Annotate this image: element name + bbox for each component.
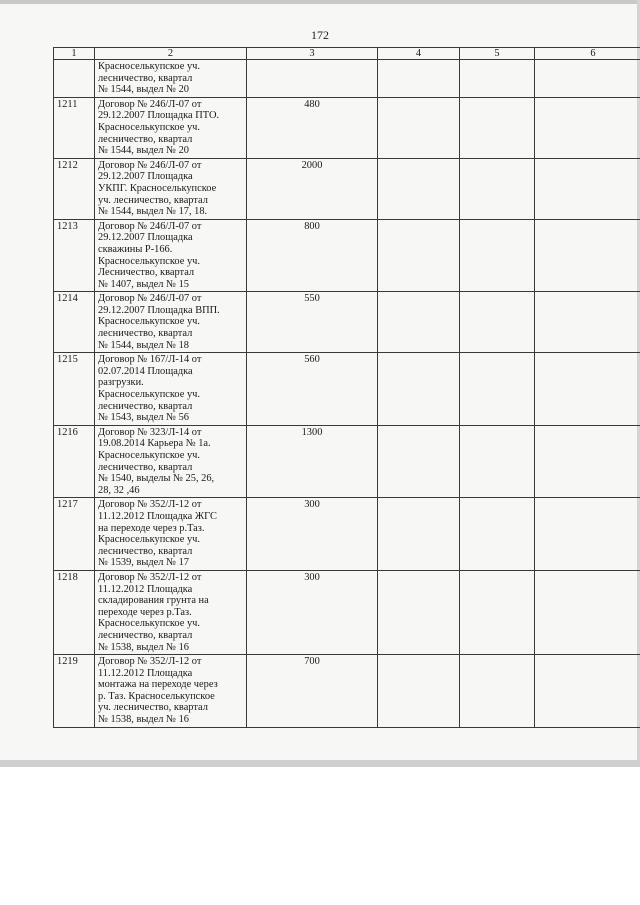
row-area: 480 [247, 97, 378, 158]
row-area: 1300 [247, 425, 378, 498]
row-col-6 [535, 97, 640, 158]
row-number [54, 60, 95, 98]
row-col-4 [378, 60, 460, 98]
table-body [54, 60, 640, 728]
row-col-5 [460, 158, 535, 219]
table-row [54, 158, 640, 219]
row-number: 1217 [54, 498, 95, 571]
row-description: Договор № 323/Л-14 от 19.08.2014 Карьера № 1а. Красноселькупское уч. лесничество, квартал № 1540, выделы № 25, 26, 28, 32 ,46 [95, 425, 247, 498]
row-area: 300 [247, 498, 378, 571]
row-description: Договор № 246/Л-07 от 29.12.2007 Площадка ПТО. Красноселькупское уч. лесничество, квартал № 1544, выдел № 20 [95, 97, 247, 158]
header-col-4: 4 [378, 48, 460, 60]
row-col-4 [378, 353, 460, 426]
row-number: 1219 [54, 655, 95, 728]
row-description: Договор № 246/Л-07 от 29.12.2007 Площадка скважины Р-166. Красноселькупское уч. Лесничество, квартал № 1407, выдел № 15 [95, 219, 247, 292]
row-col-5 [460, 353, 535, 426]
row-col-5 [460, 498, 535, 571]
row-area: 560 [247, 353, 378, 426]
table-header [54, 48, 640, 60]
row-number: 1216 [54, 425, 95, 498]
table-row [54, 425, 640, 498]
header-col-3: 3 [247, 48, 378, 60]
row-col-4 [378, 292, 460, 353]
row-col-5 [460, 655, 535, 728]
row-col-5 [460, 97, 535, 158]
row-description: Договор № 167/Л-14 от 02.07.2014 Площадка разгрузки. Красноселькупское уч. лесничество, квартал № 1543, выдел № 56 [95, 353, 247, 426]
row-col-5 [460, 292, 535, 353]
header-col-5: 5 [460, 48, 535, 60]
table-row [54, 97, 640, 158]
row-description: Договор № 352/Л-12 от 11.12.2012 Площадка монтажа на переходе через р. Таз. Красноселькупское уч. лесничество, квартал № 1538, выдел № 16 [95, 655, 247, 728]
row-col-4 [378, 97, 460, 158]
row-number: 1214 [54, 292, 95, 353]
row-area: 2000 [247, 158, 378, 219]
row-col-5 [460, 60, 535, 98]
row-col-4 [378, 425, 460, 498]
row-col-5 [460, 425, 535, 498]
row-col-6 [535, 158, 640, 219]
table-row [54, 353, 640, 426]
header-col-1: 1 [54, 48, 95, 60]
table-row [54, 219, 640, 292]
row-col-6 [535, 655, 640, 728]
row-area: 700 [247, 655, 378, 728]
row-col-5 [460, 570, 535, 654]
table-row [54, 498, 640, 571]
scan-edge-top [0, 0, 640, 4]
table-row [54, 570, 640, 654]
row-number: 1218 [54, 570, 95, 654]
table-row [54, 655, 640, 728]
header-row [54, 48, 640, 60]
row-number: 1211 [54, 97, 95, 158]
scan-edge-bottom [0, 760, 640, 767]
header-col-6: 6 [535, 48, 640, 60]
row-description: Договор № 352/Л-12 от 11.12.2012 Площадка складирования грунта на переходе через р.Таз. Красноселькупское уч. лесничество, квартал № 1538, выдел № 16 [95, 570, 247, 654]
row-area: 800 [247, 219, 378, 292]
row-col-6 [535, 353, 640, 426]
row-area: 550 [247, 292, 378, 353]
row-col-6 [535, 498, 640, 571]
row-number: 1215 [54, 353, 95, 426]
page-number: 172 [311, 28, 329, 42]
header-col-2: 2 [95, 48, 247, 60]
row-area [247, 60, 378, 98]
row-col-6 [535, 425, 640, 498]
row-col-4 [378, 570, 460, 654]
row-col-4 [378, 158, 460, 219]
continuation-row [54, 60, 640, 98]
row-col-6 [535, 570, 640, 654]
row-col-4 [378, 498, 460, 571]
row-col-6 [535, 292, 640, 353]
row-number: 1212 [54, 158, 95, 219]
row-col-6 [535, 219, 640, 292]
row-col-4 [378, 655, 460, 728]
row-description: Красноселькупское уч. лесничество, квартал № 1544, выдел № 20 [95, 60, 247, 98]
row-number: 1213 [54, 219, 95, 292]
row-col-4 [378, 219, 460, 292]
row-area: 300 [247, 570, 378, 654]
table-row [54, 292, 640, 353]
register-table [53, 47, 640, 728]
row-description: Договор № 246/Л-07 от 29.12.2007 Площадка ВПП. Красноселькупское уч. лесничество, квартал № 1544, выдел № 18 [95, 292, 247, 353]
row-description: Договор № 246/Л-07 от 29.12.2007 Площадка УКПГ. Красноселькупское уч. лесничество, квартал № 1544, выдел № 17, 18. [95, 158, 247, 219]
row-col-6 [535, 60, 640, 98]
row-description: Договор № 352/Л-12 от 11.12.2012 Площадка ЖГС на переходе через р.Таз. Красноселькупское уч. лесничество, квартал № 1539, выдел № 17 [95, 498, 247, 571]
row-col-5 [460, 219, 535, 292]
